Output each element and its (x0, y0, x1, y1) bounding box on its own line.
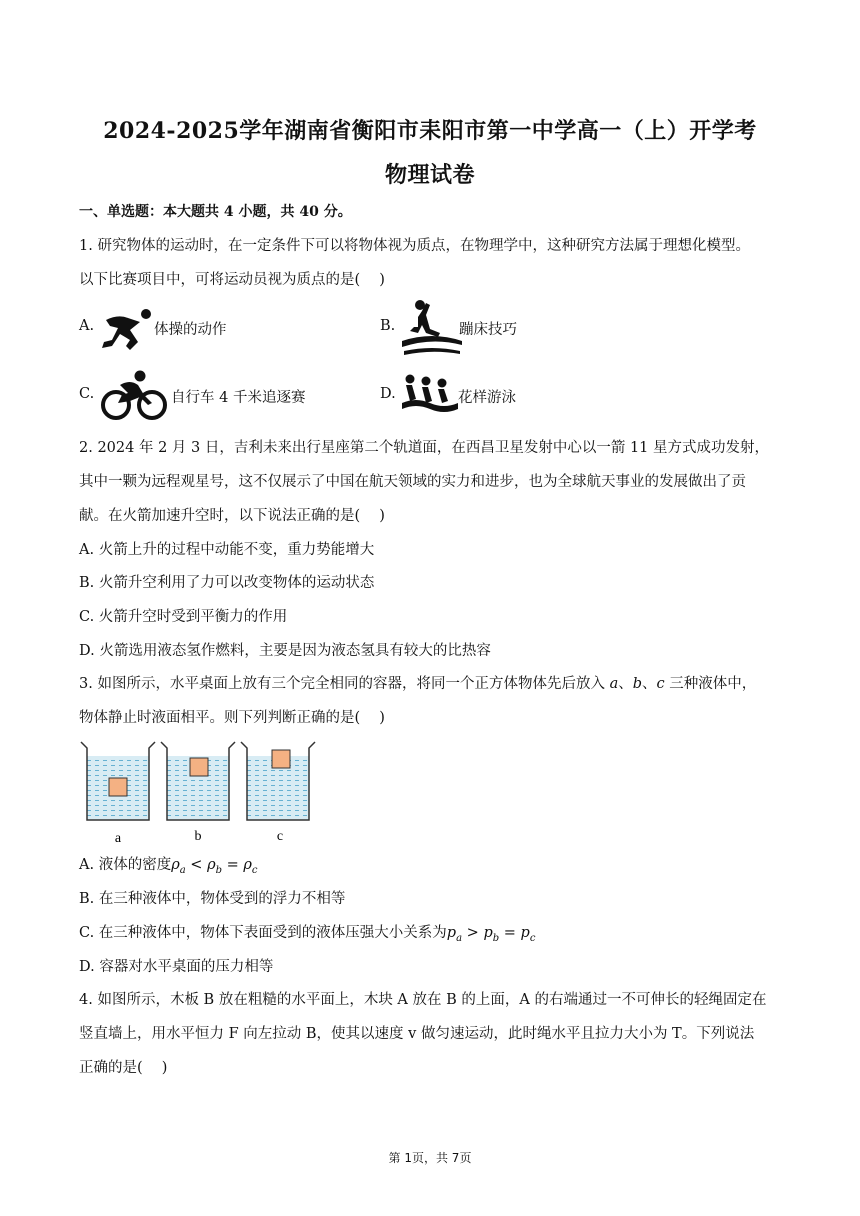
gymnast-icon (100, 306, 155, 354)
q3-option-c-text: C. 在三种液体中，物体下表面受到的液体压强大小关系为 (79, 925, 447, 941)
q4-stem-line3: 正确的是( ) (79, 1060, 168, 1076)
fig-label-c: c (276, 829, 284, 844)
swimming-icon (400, 371, 460, 415)
trampoline-icon (400, 299, 466, 357)
containers-figure (78, 738, 318, 848)
q1-option-d-text: 花样游泳 (458, 390, 516, 406)
q1-stem-line1: 1. 研究物体的运动时，在一定条件下可以将物体视为质点，在物理学中，这种研究方法属于理想化模型。 (79, 238, 750, 254)
q2-option-d: D. 火箭选用液态氢作燃料，主要是因为液态氢具有较大的比热容 (79, 643, 491, 659)
q1-option-a-label: A. (79, 318, 95, 334)
section-heading: 一、单选题：本大题共 4 小题，共 40 分。 (79, 204, 352, 220)
q2-option-b: B. 火箭升空利用了力可以改变物体的运动状态 (79, 575, 375, 591)
liquid-b-symbol: b (632, 676, 643, 692)
q3-option-d: D. 容器对水平桌面的压力相等 (79, 959, 274, 975)
q3-stem-line2: 物体静止时液面相平。则下列判断正确的是( ) (79, 710, 385, 726)
q3-stem-line1: 3. 如图所示，水平桌面上放有三个完全相同的容器，将同一个正方体物体先后放入 a、b、c 三种液体中， (79, 676, 757, 692)
container-b (161, 742, 235, 820)
container-c (241, 742, 315, 820)
q3-option-a: A. 液体的密度$\rho_a < \rho_b = \rho_c$ (79, 857, 258, 876)
q2-option-a: A. 火箭上升的过程中动能不变，重力势能增大 (79, 542, 375, 558)
q1-option-c-label: C. (79, 386, 95, 402)
container-a (81, 742, 155, 820)
q2-stem-line3: 献。在火箭加速升空时，以下说法正确的是( ) (79, 508, 385, 524)
page-footer: 第 1页，共 7页 (388, 1151, 472, 1165)
q1-option-d-label: D. (380, 386, 396, 402)
fig-label-b: b (194, 829, 202, 844)
liquid-a-symbol: a (609, 676, 619, 692)
q1-stem-line2: 以下比赛项目中，可将运动员视为质点的是( ) (79, 272, 385, 288)
fig-label-a: a (114, 831, 122, 846)
cyclist-icon (100, 369, 168, 423)
q1-option-c-text: 自行车 4 千米追逐赛 (171, 390, 306, 406)
q1-option-b-text: 蹦床技巧 (459, 322, 517, 338)
q3-stem-text-tail: 三种液体中， (669, 676, 757, 692)
q3-option-a-text: A. 液体的密度 (79, 857, 172, 873)
exam-title-line1: 2024-2025学年湖南省衡阳市耒阳市第一中学高一（上）开学考 (103, 118, 757, 144)
q3-stem-text: 3. 如图所示，水平桌面上放有三个完全相同的容器，将同一个正方体物体先后放入 (79, 676, 605, 692)
exam-title-line2: 物理试卷 (384, 162, 475, 188)
q3-option-b: B. 在三种液体中，物体受到的浮力不相等 (79, 891, 346, 907)
liquid-c-symbol: c (656, 676, 665, 692)
q2-stem-line1: 2. 2024 年 2 月 3 日，吉利未来出行星座第二个轨道面，在西昌卫星发射中心以一箭 11 星方式成功发射， (79, 440, 770, 456)
q4-stem-line2: 竖直墙上，用水平恒力 F 向左拉动 B，使其以速度 v 做匀速运动，此时绳水平且拉力大小为 T。下列说法 (79, 1026, 755, 1042)
q1-option-a-text: 体操的动作 (154, 322, 227, 338)
q2-option-c: C. 火箭升空时受到平衡力的作用 (79, 609, 288, 625)
q2-stem-line2: 其中一颗为远程观星号，这不仅展示了中国在航天领域的实力和进步，也为全球航天事业的发展做出了贡 (79, 474, 746, 490)
q4-stem-line1: 4. 如图所示，木板 B 放在粗糙的水平面上，木块 A 放在 B 的上面，A 的右端通过一不可伸长的轻绳固定在 (79, 992, 767, 1008)
q3-option-c: C. 在三种液体中，物体下表面受到的液体压强大小关系为$p_a > p_b = p_c$ (79, 925, 536, 944)
q1-option-b-label: B. (380, 318, 396, 334)
pressure-formula: $p_a$ (446, 925, 463, 944)
rho-formula: $\rho_a$ (171, 857, 186, 876)
